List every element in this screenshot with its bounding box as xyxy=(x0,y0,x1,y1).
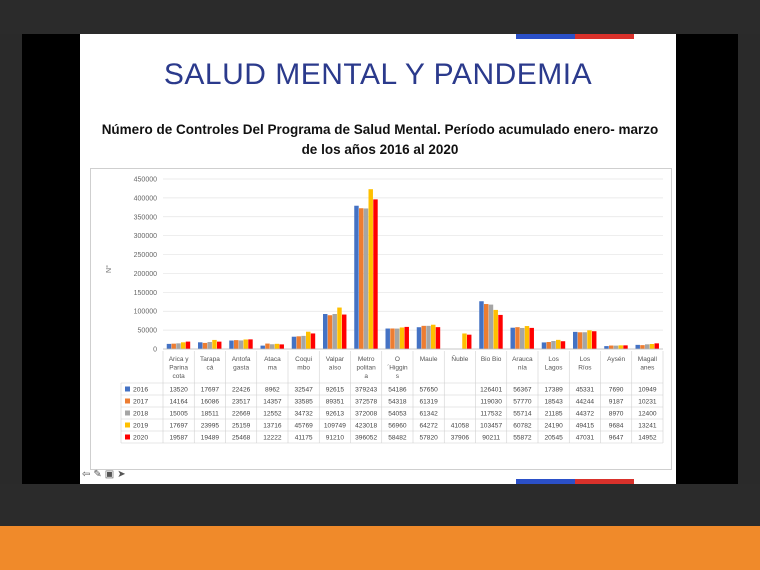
table-cell: 10949 xyxy=(638,386,657,394)
bar-2019 xyxy=(306,332,310,349)
table-cell: 25468 xyxy=(231,434,251,442)
y-tick-label: 50000 xyxy=(137,327,157,335)
table-cell: 12400 xyxy=(638,410,657,418)
bar-2020 xyxy=(498,315,502,349)
legend-swatch-2020 xyxy=(125,435,130,440)
bar-2017 xyxy=(297,336,301,349)
category-label: anes xyxy=(640,364,655,372)
category-label: O xyxy=(394,356,400,363)
y-tick-label: 350000 xyxy=(133,214,157,222)
category-label: mbo xyxy=(297,364,310,372)
bar-2017 xyxy=(265,344,269,349)
bar-2020 xyxy=(405,327,409,349)
legend-swatch-2018 xyxy=(125,411,130,416)
table-cell: 45769 xyxy=(294,422,313,430)
table-cell: 55872 xyxy=(513,434,532,442)
flag-blue-segment xyxy=(516,34,575,39)
category-label: Aysén xyxy=(607,356,626,363)
category-label: Los xyxy=(548,356,559,363)
table-cell: 55714 xyxy=(513,410,532,418)
table-cell: 17697 xyxy=(169,422,188,430)
bar-2018 xyxy=(239,340,243,349)
table-cell: 119030 xyxy=(480,398,502,406)
bar-2016 xyxy=(261,346,265,349)
legend-label: 2018 xyxy=(133,410,149,418)
category-label: cota xyxy=(172,373,185,380)
table-cell: 49415 xyxy=(575,422,595,430)
bar-2018 xyxy=(520,328,524,349)
orange-footer-band xyxy=(0,526,760,570)
table-cell: 92615 xyxy=(325,386,345,394)
bar-2016 xyxy=(636,345,640,349)
table-cell: 47031 xyxy=(575,434,595,442)
bar-2020 xyxy=(436,327,440,349)
table-cell: 41058 xyxy=(450,422,470,430)
bar-2019 xyxy=(212,340,216,349)
bar-2017 xyxy=(547,342,551,349)
table-cell: 19587 xyxy=(169,434,188,442)
category-label: Ataca xyxy=(264,356,281,363)
category-label: cá xyxy=(206,364,214,372)
bar-2019 xyxy=(244,339,248,349)
bar-2020 xyxy=(311,333,315,349)
table-cell: 56960 xyxy=(388,422,407,430)
table-cell: 32547 xyxy=(294,386,313,394)
bar-2018 xyxy=(395,329,399,349)
bar-2020 xyxy=(655,343,659,349)
category-label: Bio Bio xyxy=(480,356,502,363)
y-tick-label: 250000 xyxy=(133,252,157,260)
category-label: Los xyxy=(579,356,591,363)
category-label: Tarapa xyxy=(199,356,220,363)
bar-2019 xyxy=(275,344,279,349)
table-cell: 21185 xyxy=(544,410,563,418)
table-cell: 13520 xyxy=(169,386,188,394)
bar-2020 xyxy=(248,339,252,349)
table-cell: 8970 xyxy=(608,410,624,418)
bar-2020 xyxy=(467,335,471,349)
category-label: Arauca xyxy=(512,356,533,363)
bar-2017 xyxy=(234,340,238,349)
legend-swatch-2019 xyxy=(125,423,130,428)
bar-2016 xyxy=(511,328,515,349)
legend-swatch-2016 xyxy=(125,387,130,392)
bar-2018 xyxy=(551,341,555,349)
bar-chart xyxy=(91,169,671,469)
bar-2019 xyxy=(369,189,373,349)
bar-2018 xyxy=(333,314,337,349)
category-label: Antofa xyxy=(231,356,251,363)
table-cell: 12552 xyxy=(263,410,282,418)
table-cell: 372008 xyxy=(355,410,378,418)
table-cell: 61342 xyxy=(419,410,438,418)
table-cell: 44372 xyxy=(575,410,595,418)
table-cell: 19489 xyxy=(200,434,220,442)
table-cell: 90211 xyxy=(482,434,501,442)
table-cell: 15005 xyxy=(169,410,188,418)
table-cell: 61319 xyxy=(419,398,438,406)
table-cell: 17697 xyxy=(200,386,220,394)
legend-label: 2020 xyxy=(133,434,149,442)
bar-2020 xyxy=(217,342,221,349)
category-label: Lagos xyxy=(544,364,563,372)
table-cell: 22669 xyxy=(231,410,251,418)
table-cell: 18511 xyxy=(200,410,219,418)
table-cell: 14952 xyxy=(638,434,657,442)
bar-2016 xyxy=(417,327,421,349)
bar-2016 xyxy=(479,301,483,349)
bar-2018 xyxy=(645,344,649,349)
table-cell: 372578 xyxy=(355,398,378,406)
category-label: Ríos xyxy=(578,364,592,372)
flag-red-segment xyxy=(575,34,634,39)
category-label: nía xyxy=(517,364,527,372)
table-cell: 9647 xyxy=(608,434,624,442)
table-cell: 57650 xyxy=(419,386,438,394)
table-cell: 33585 xyxy=(294,398,313,406)
bar-2016 xyxy=(292,337,296,349)
bar-2018 xyxy=(301,336,305,349)
category-label: Ñuble xyxy=(451,356,469,363)
table-cell: 91210 xyxy=(325,434,345,442)
table-cell: 41175 xyxy=(294,434,313,442)
table-cell: 60782 xyxy=(513,422,532,430)
table-cell: 9187 xyxy=(608,398,624,406)
table-cell: 56367 xyxy=(513,386,532,394)
table-cell: 18543 xyxy=(544,398,563,406)
table-cell: 54186 xyxy=(388,386,407,394)
bar-2019 xyxy=(431,325,435,349)
pointer-icon[interactable]: ➤ xyxy=(117,469,126,480)
legend-label: 2016 xyxy=(133,386,149,394)
bar-2020 xyxy=(561,341,565,349)
y-tick-label: 0 xyxy=(153,346,157,354)
bar-2016 xyxy=(542,342,546,349)
table-cell: 423018 xyxy=(355,422,378,430)
bar-2016 xyxy=(604,346,608,349)
table-cell: 58482 xyxy=(388,434,407,442)
table-cell: 20545 xyxy=(544,434,563,442)
bar-2019 xyxy=(556,340,560,349)
table-cell: 54318 xyxy=(388,398,407,406)
bar-2019 xyxy=(337,308,341,349)
y-axis-label: N° xyxy=(106,265,113,273)
bar-2018 xyxy=(426,326,430,349)
bar-2016 xyxy=(354,206,358,349)
y-tick-label: 300000 xyxy=(133,233,157,241)
legend-label: 2017 xyxy=(133,398,149,406)
category-label: Maule xyxy=(419,356,438,363)
category-label: Magall xyxy=(637,356,657,363)
table-cell: 13241 xyxy=(638,422,657,430)
bar-2017 xyxy=(640,345,644,349)
category-label: Valpar xyxy=(325,356,345,363)
pen-icon[interactable]: ✎ xyxy=(93,469,102,480)
table-cell: 54053 xyxy=(388,410,407,418)
y-tick-label: 400000 xyxy=(133,195,157,203)
table-cell: 34732 xyxy=(294,410,313,418)
table-cell: 10231 xyxy=(638,398,657,406)
table-cell: 9684 xyxy=(608,422,624,430)
chart-frame xyxy=(90,168,672,470)
table-cell: 16086 xyxy=(200,398,220,406)
bar-2019 xyxy=(587,330,591,349)
bar-2019 xyxy=(650,344,654,349)
category-label: ´Higgin xyxy=(387,364,408,372)
table-cell: 396052 xyxy=(355,434,378,442)
category-label: aíso xyxy=(328,364,342,372)
bar-2019 xyxy=(462,333,466,349)
bar-2016 xyxy=(198,342,202,349)
category-label: politan xyxy=(356,364,376,372)
category-label: gasta xyxy=(233,364,250,372)
table-cell: 12222 xyxy=(263,434,282,442)
table-cell: 7690 xyxy=(608,386,624,394)
table-cell: 17389 xyxy=(544,386,563,394)
bar-2017 xyxy=(359,208,363,349)
flag-bar-top xyxy=(516,34,634,39)
category-label: s xyxy=(395,373,399,380)
table-cell: 103457 xyxy=(480,422,503,430)
bar-2016 xyxy=(323,314,327,349)
y-tick-label: 100000 xyxy=(133,308,157,316)
category-label: Coqui xyxy=(295,356,313,363)
table-cell: 8962 xyxy=(265,386,280,394)
bar-2019 xyxy=(181,342,185,349)
bar-2017 xyxy=(172,344,176,349)
bar-2017 xyxy=(422,326,426,349)
category-label: a xyxy=(364,373,368,380)
table-cell: 14357 xyxy=(263,398,282,406)
bottom-strip xyxy=(0,484,760,526)
y-tick-label: 200000 xyxy=(133,270,157,278)
screen-icon[interactable]: ▣ xyxy=(104,469,115,480)
table-cell: 23517 xyxy=(231,398,251,406)
table-cell: 25159 xyxy=(231,422,251,430)
chart-heading: Número de Controles Del Programa de Salud Mental. Período acumulado enero- marzo de los años 2016 al 2020 xyxy=(101,122,659,157)
bar-2017 xyxy=(515,327,519,349)
table-cell: 109749 xyxy=(323,422,346,430)
top-band xyxy=(0,0,760,34)
category-label: ma xyxy=(267,364,277,372)
table-cell: 64272 xyxy=(419,422,438,430)
bar-2020 xyxy=(373,199,377,349)
y-tick-label: 150000 xyxy=(133,289,157,297)
bar-2020 xyxy=(623,345,627,349)
bar-2016 xyxy=(229,341,233,349)
table-cell: 37906 xyxy=(450,434,470,442)
table-cell: 126401 xyxy=(480,386,503,394)
bar-2017 xyxy=(578,332,582,349)
table-cell: 92613 xyxy=(325,410,345,418)
bar-2020 xyxy=(530,328,534,349)
slide-title: SALUD MENTAL Y PANDEMIA xyxy=(163,58,593,91)
bar-2018 xyxy=(364,208,368,349)
table-cell: 117532 xyxy=(480,410,502,418)
bar-2020 xyxy=(186,342,190,349)
legend-swatch-2017 xyxy=(125,399,130,404)
y-tick-label: 450000 xyxy=(133,176,157,184)
table-cell: 45331 xyxy=(575,386,595,394)
bar-2017 xyxy=(484,304,488,349)
table-cell: 89351 xyxy=(325,398,345,406)
bar-2018 xyxy=(614,346,618,349)
table-cell: 379243 xyxy=(355,386,378,394)
bar-2019 xyxy=(400,327,404,349)
legend-label: 2019 xyxy=(133,422,149,430)
category-label: Parina xyxy=(169,364,189,372)
bar-2017 xyxy=(390,328,394,349)
slide xyxy=(80,34,676,484)
table-cell: 44244 xyxy=(575,398,595,406)
table-cell: 24190 xyxy=(544,422,563,430)
bar-2018 xyxy=(489,305,493,349)
arrow-left-icon[interactable]: ⇦ xyxy=(82,469,91,480)
table-cell: 57820 xyxy=(419,434,438,442)
bar-2019 xyxy=(619,345,623,349)
bar-2020 xyxy=(342,315,346,349)
bar-2018 xyxy=(208,342,212,349)
bar-2017 xyxy=(203,343,207,349)
bar-2020 xyxy=(592,331,596,349)
bar-2020 xyxy=(280,344,284,349)
slideshow-toolbar xyxy=(82,468,126,482)
bar-2018 xyxy=(176,343,180,349)
bar-2016 xyxy=(167,344,171,349)
table-cell: 13716 xyxy=(263,422,282,430)
table-cell: 14164 xyxy=(169,398,188,406)
table-cell: 57770 xyxy=(513,398,532,406)
bar-2018 xyxy=(583,332,587,349)
table-cell: 23995 xyxy=(200,422,220,430)
category-label: Arica y xyxy=(168,356,189,363)
bar-2019 xyxy=(494,310,498,349)
table-cell: 22426 xyxy=(231,386,251,394)
bar-2017 xyxy=(609,346,613,349)
bar-2018 xyxy=(270,344,274,349)
bar-2017 xyxy=(328,315,332,349)
bar-2019 xyxy=(525,326,529,349)
bar-2016 xyxy=(573,332,577,349)
category-label: Metro xyxy=(357,356,375,363)
bar-2016 xyxy=(386,329,390,349)
